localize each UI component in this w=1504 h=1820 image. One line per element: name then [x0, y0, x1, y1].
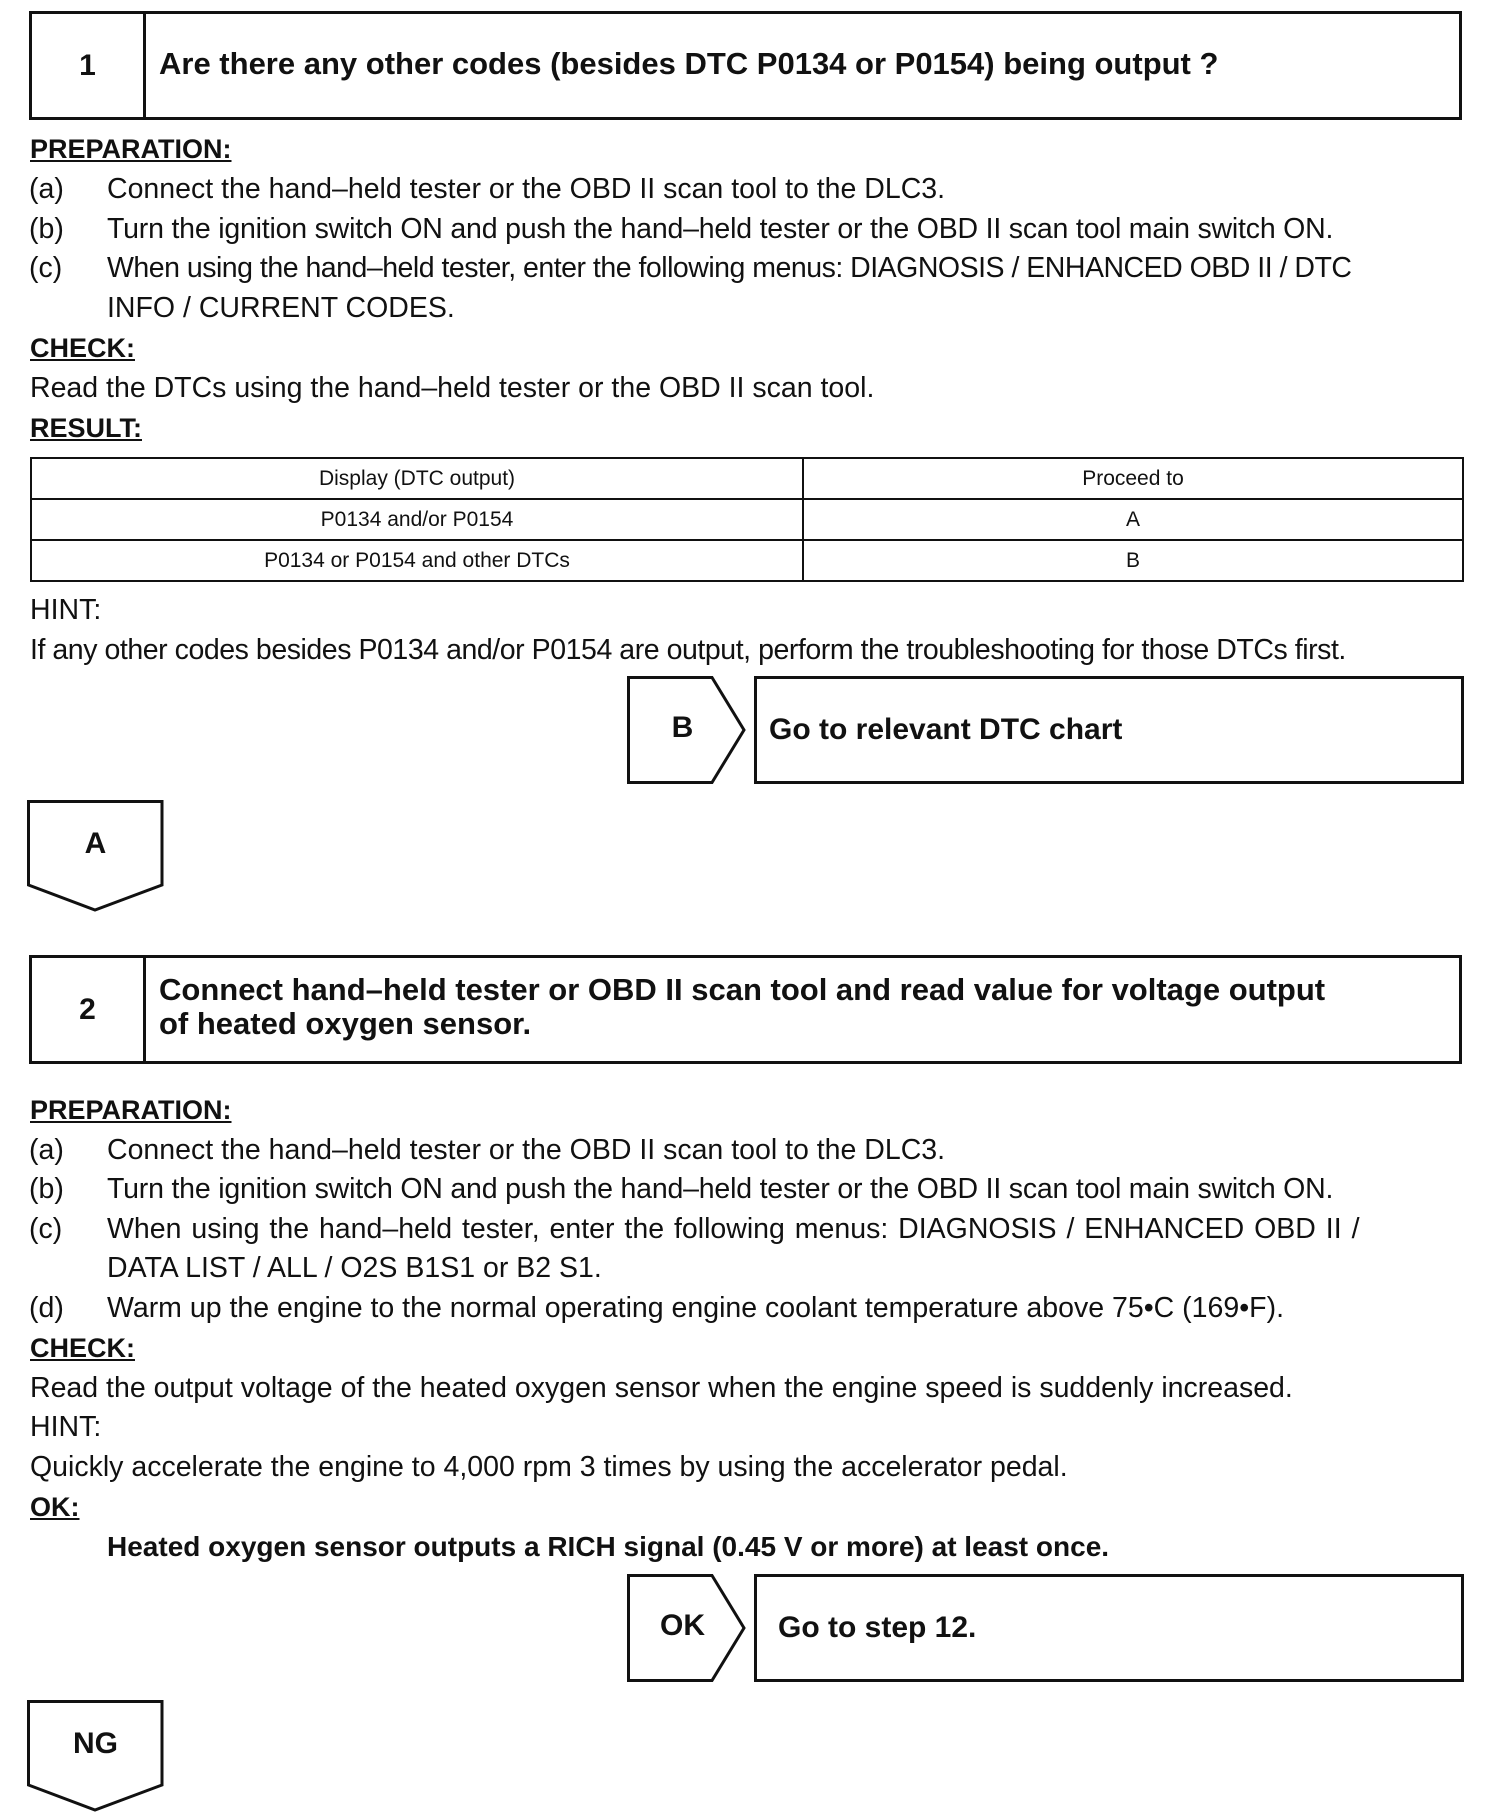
table-header-row [31, 458, 1463, 499]
table-row [31, 499, 1463, 540]
step-1-result-heading: RESULT: [30, 413, 142, 443]
table-cell: B [803, 540, 1463, 581]
step-2-prep-a-text: Connect the hand–held tester or the OBD II scan tool to the DLC3. [107, 1134, 946, 1166]
table-row [31, 540, 1463, 581]
continue-ng-label: NG [73, 1727, 118, 1760]
step-1-check-text: Read the DTCs using the hand–held tester or the OBD II scan tool. [30, 372, 875, 404]
step-1-prep-a-label: (a) [29, 173, 64, 205]
continue-a-label: A [84, 827, 107, 860]
branch-ok-target[interactable]: Go to step 12. [754, 1574, 1464, 1682]
table-header-proceed: Proceed to [803, 458, 1463, 499]
step-2-prep-d-label: (d) [29, 1292, 64, 1324]
step-1-hint-text: If any other codes besides P0134 and/or P0154 are output, perform the troubleshooting for those DTCs first. [30, 634, 1346, 666]
step-1-prep-c-text-line1: When using the hand–held tester, enter the following menus: DIAGNOSIS / ENHANCED OBD II / DTC [107, 252, 1352, 284]
step-2-hint-heading: HINT: [30, 1411, 102, 1443]
step-2-ok-text: Heated oxygen sensor outputs a RICH signal (0.45 V or more) at least once. [107, 1531, 1110, 1562]
step-2-check-text: Read the output voltage of the heated oxygen sensor when the engine speed is suddenly increased. [30, 1372, 1293, 1404]
table-header-display: Display (DTC output) [31, 458, 803, 499]
step-2-prep-d-text: Warm up the engine to the normal operating engine coolant temperature above 75•C (169•F). [107, 1292, 1285, 1324]
table-cell: P0134 or P0154 and other DTCs [31, 540, 803, 581]
step-2-prep-b-label: (b) [29, 1173, 64, 1205]
table-cell: A [803, 499, 1463, 540]
step-1-prep-b-text: Turn the ignition switch ON and push the hand–held tester or the OBD II scan tool main switch ON. [107, 213, 1334, 245]
step-2-prep-c-text-line2: DATA LIST / ALL / O2S B1S1 or B2 S1. [107, 1252, 602, 1284]
result-table [30, 457, 1464, 582]
step-2-title-line1: Connect hand–held tester or OBD II scan tool and read value for voltage output [159, 972, 1326, 1007]
step-1-prep-c-label: (c) [29, 252, 63, 284]
step-1-prep-a-text: Connect the hand–held tester or the OBD II scan tool to the DLC3. [107, 173, 946, 205]
step-1-header [29, 11, 1462, 120]
step-1-prep-c-text-line2: INFO / CURRENT CODES. [107, 292, 455, 324]
step-1-number: 1 [32, 14, 146, 117]
branch-b-label: B [671, 711, 694, 744]
step-2-header [29, 955, 1462, 1064]
branch-ok-label: OK [660, 1609, 705, 1642]
step-2-check-heading: CHECK: [30, 1333, 135, 1363]
step-1-check-heading: CHECK: [30, 333, 135, 363]
step-2-prep-c-text-line1: When using the hand–held tester, enter the following menus: DIAGNOSIS / ENHANCED OBD II / [107, 1213, 1360, 1245]
step-2-prep-c-label: (c) [29, 1213, 63, 1245]
step-1-prep-b-label: (b) [29, 213, 64, 245]
step-2-title-line2: of heated oxygen sensor. [159, 1006, 532, 1041]
table-cell: P0134 and/or P0154 [31, 499, 803, 540]
step-2-number: 2 [32, 958, 146, 1061]
step-1-preparation-heading: PREPARATION: [30, 134, 232, 164]
step-2-hint-text: Quickly accelerate the engine to 4,000 rpm 3 times by using the accelerator pedal. [30, 1451, 1068, 1483]
branch-b-target[interactable]: Go to relevant DTC chart [754, 676, 1464, 784]
step-1-hint-heading: HINT: [30, 594, 102, 626]
step-2-ok-heading: OK: [30, 1492, 80, 1522]
step-2-prep-a-label: (a) [29, 1134, 64, 1166]
step-2-preparation-heading: PREPARATION: [30, 1095, 232, 1125]
step-1-title: Are there any other codes (besides DTC P0134 or P0154) being output ? [159, 46, 1219, 81]
step-2-prep-b-text: Turn the ignition switch ON and push the hand–held tester or the OBD II scan tool main switch ON. [107, 1173, 1334, 1205]
